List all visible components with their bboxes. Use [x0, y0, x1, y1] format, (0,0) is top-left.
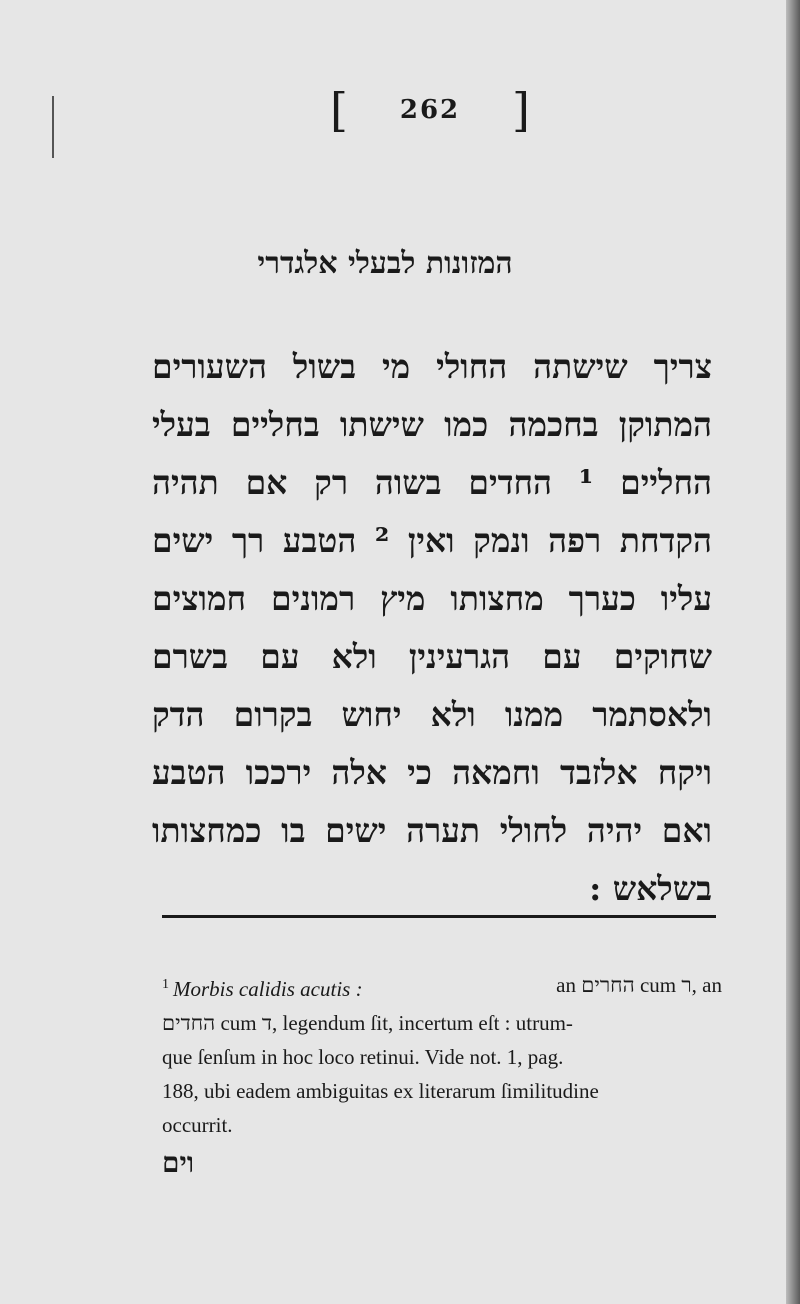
page-number-value: 262 — [399, 95, 461, 125]
body-line: עליו כערך מחצותו מיץ רמונים חמוצים — [152, 579, 712, 618]
footnote — [162, 968, 722, 1142]
body-line: בשלאש : — [589, 869, 712, 908]
body-line: החליים ¹ החדים בשוה רק אם תהיה — [152, 463, 712, 502]
gutter-mark — [52, 96, 54, 158]
catchword: וים — [162, 1146, 194, 1179]
body-line: ואם יהיה לחולי תערה ישים בו כמחצותו — [152, 811, 712, 850]
page-edge-shadow — [786, 0, 800, 1304]
footnote-line: occurrit. — [162, 1113, 233, 1137]
page-number-right-bracket: ] — [512, 83, 530, 137]
page-number-left-bracket: [ — [330, 83, 348, 137]
footnote-line: 188, ubi eadem ambiguitas ex literarum ſimilitudine — [162, 1079, 599, 1103]
footnote-line — [162, 968, 722, 1006]
footnote-line: החדים cum ד, legendum ſit, incertum eſt : utrum- — [162, 1011, 573, 1035]
footnote-italic-text: Morbis calidis acutis : — [173, 977, 363, 1001]
page-number — [330, 80, 530, 140]
body-line: שחוקים עם הגרעינין ולא עם בשרם — [152, 637, 712, 676]
body-line: ולאסתמר ממנו ולא יחוש בקרום הדק — [152, 695, 712, 734]
body-line: ויקח אלזבד וחמאה כי אלה ירככו הטבע — [152, 753, 712, 792]
hebrew-body-text — [152, 338, 712, 918]
body-line: המתוקן בחכמה כמו שישתו בחליים בעלי — [152, 405, 712, 444]
footnote-marker: 1 — [162, 977, 169, 992]
footnote-divider — [162, 915, 716, 918]
footnote-line-rest: an החרים cum ר, an — [556, 973, 722, 997]
footnote-line: que ſenſum in hoc loco retinui. Vide not. 1, pag. — [162, 1045, 564, 1069]
footnote-line-start — [162, 968, 363, 1006]
body-line: הקדחת רפה ונמק ואין ² הטבע רך ישים — [152, 521, 712, 560]
body-line: צריך שישתה החולי מי בשול השעורים — [152, 347, 712, 386]
section-heading: המזונות לבעלי אלגדרי — [257, 246, 513, 281]
